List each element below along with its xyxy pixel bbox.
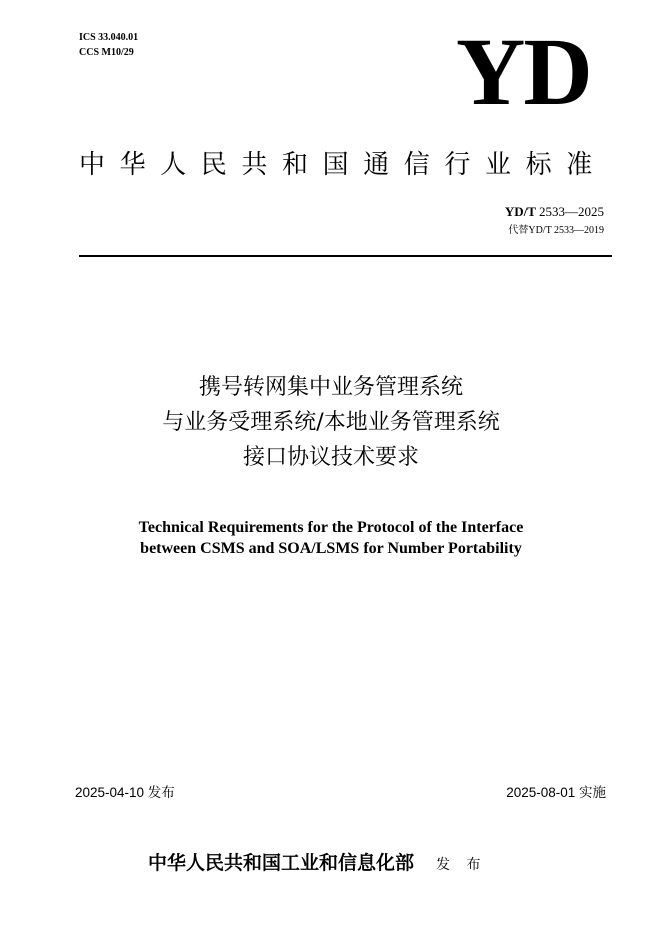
classification-codes [79,30,138,60]
english-title-line-2: between CSMS and SOA/LSMS for Number Portability [140,540,522,557]
header-divider [79,255,612,257]
chinese-title-line-2: 与业务受理系统/本地业务管理系统 [162,410,500,435]
publisher-name: 中华人民共和国工业和信息化部 [148,852,415,874]
replaces-standard: 代替YD/T 2533—2019 [508,225,604,236]
chinese-title-line-1: 携号转网集中业务管理系统 [198,375,463,400]
english-title [60,517,602,559]
standard-number-value: 2533—2025 [539,204,604,219]
implementation-date: 2025-08-01 实施 [506,785,606,800]
standard-prefix: YD/T [504,204,536,219]
ccs-code: CCS M10/29 [79,47,134,58]
issue-date: 2025-04-10 发布 [75,785,175,800]
yd-logo: YD [456,18,591,125]
publisher [148,850,486,878]
industry-standard-title: 中华人民共和国通信行业标准 [79,150,607,180]
standard-number [505,203,604,220]
publisher-suffix: 发 布 [436,857,487,873]
chinese-title-line-3: 接口协议技术要求 [242,445,419,470]
english-title-line-1: Technical Requirements for the Protocol of the Interface [138,519,524,536]
ics-code: ICS 33.040.01 [79,32,139,43]
standard-code-block [505,203,604,238]
chinese-title [60,370,602,475]
